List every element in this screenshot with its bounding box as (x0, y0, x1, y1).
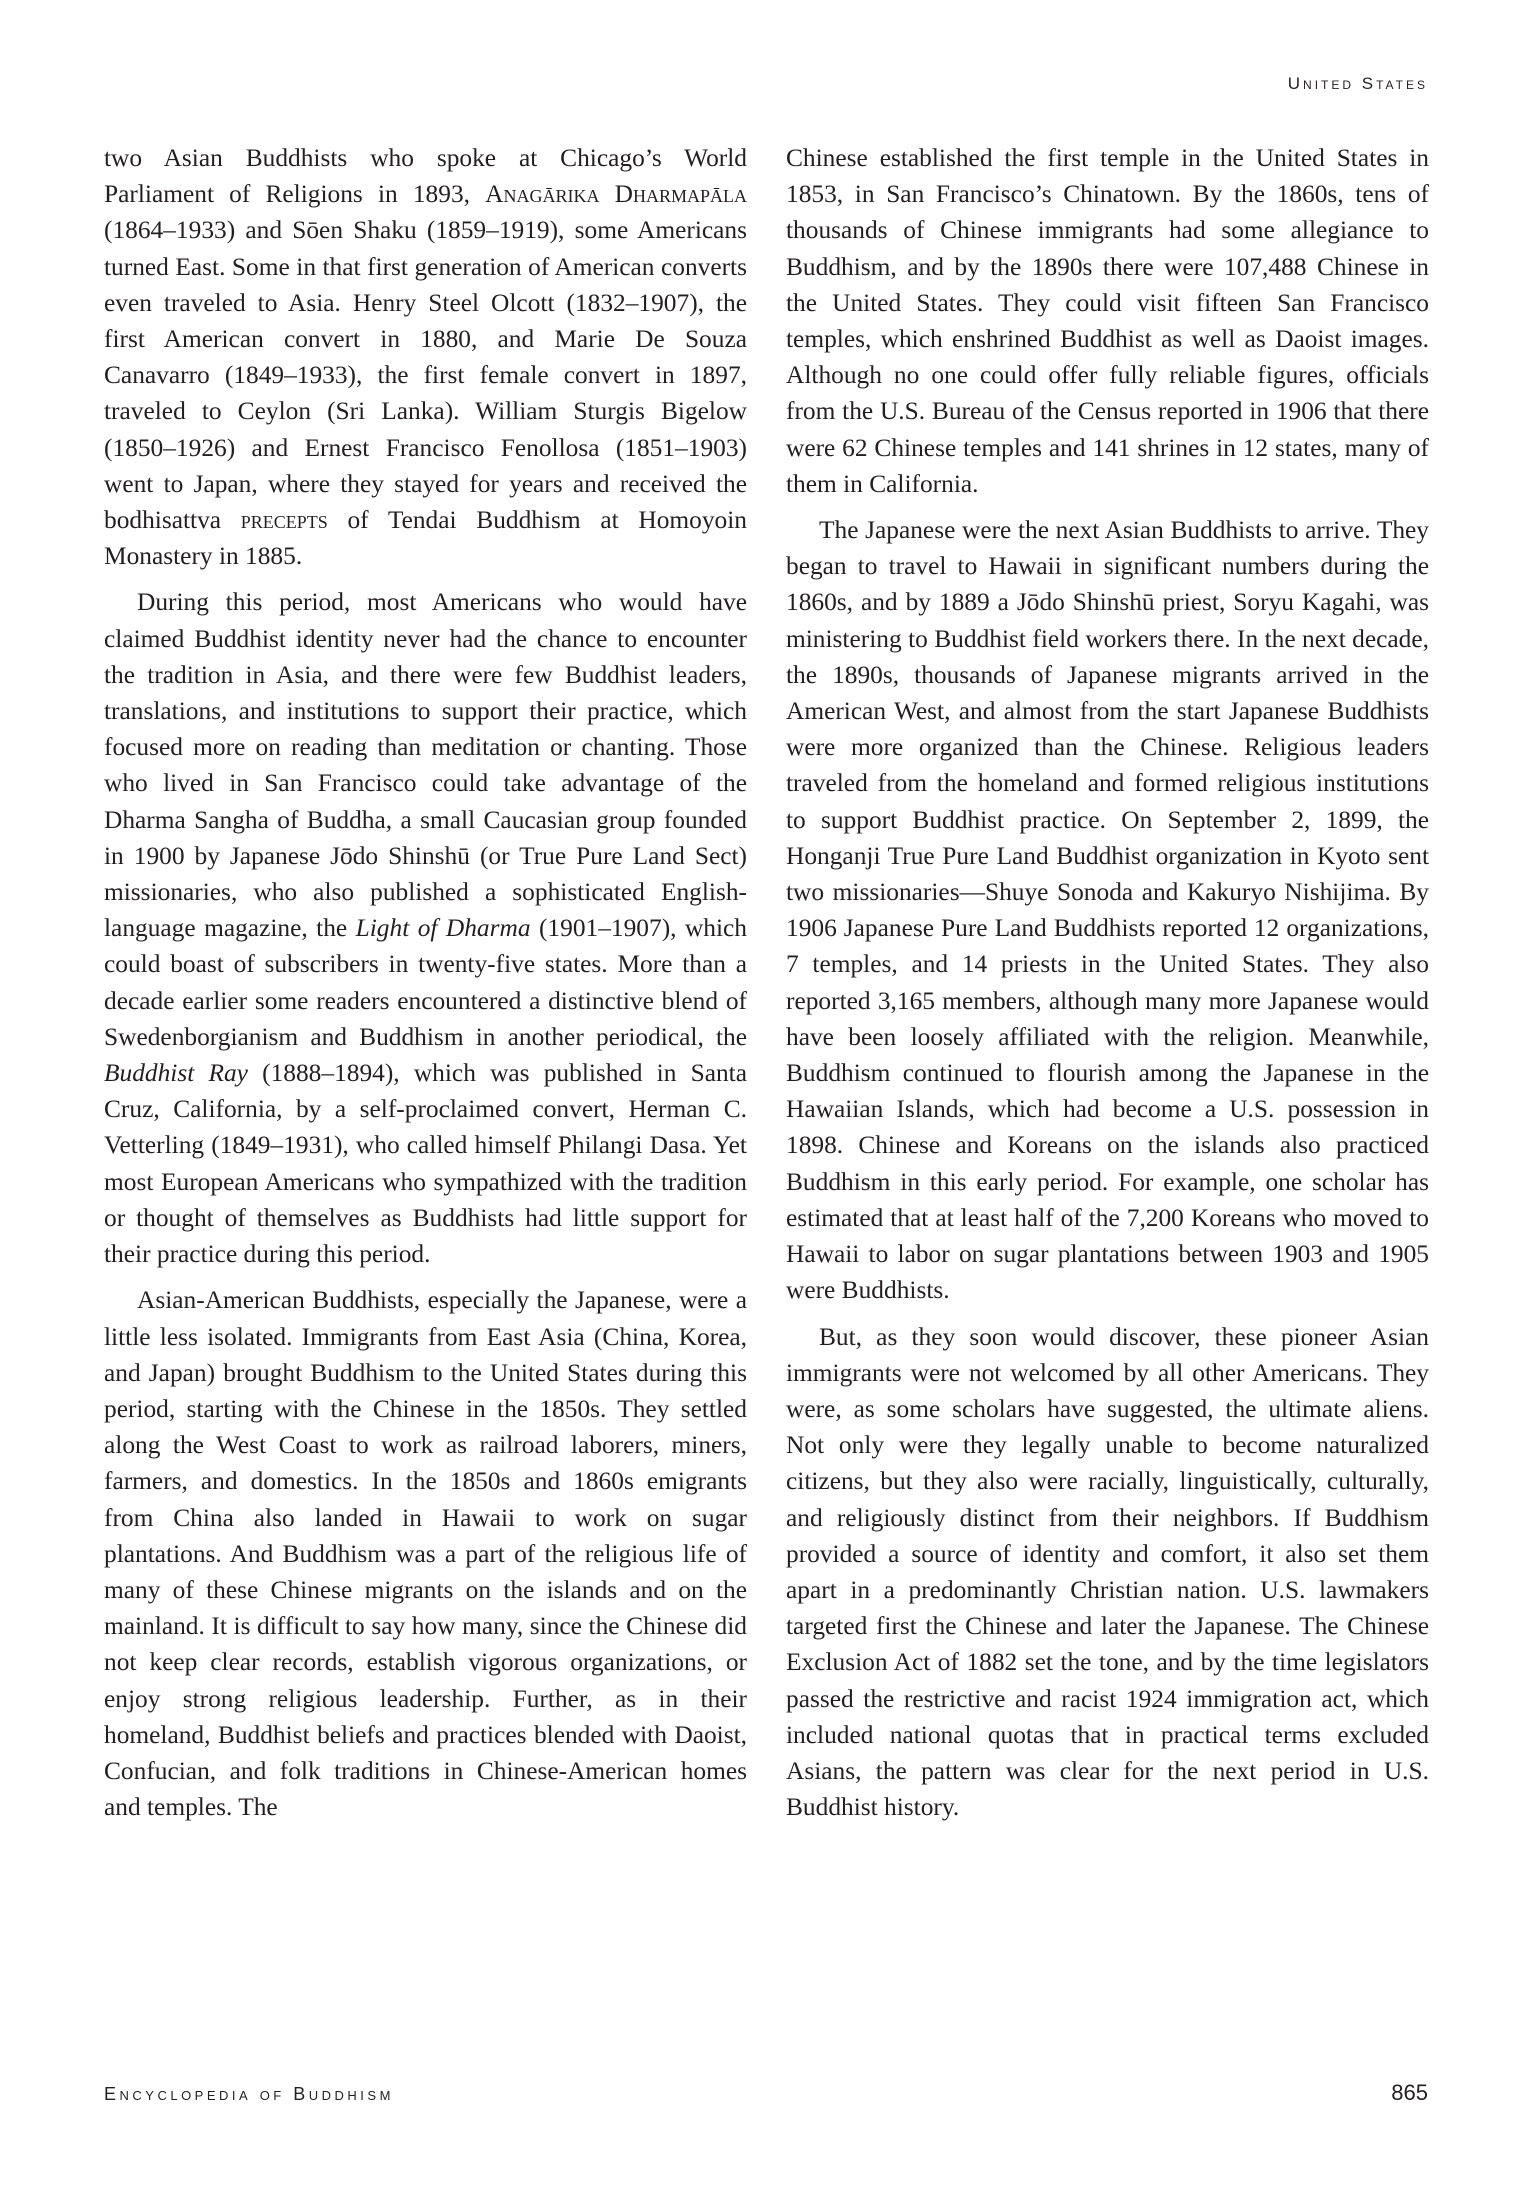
text-run: of Tendai Buddhism at Homoyoin Monastery in 1885. (104, 506, 747, 571)
text-run: During this period, most Americans who would have claimed Buddhist identity never had the chance to encounter the tradition in Asia, and there were few Buddhist leaders, translations, and institutions to support their practice, which focused more on reading than meditation or chanting. Those who lived in San Francisco could take advantage of the Dharma Sangha of Buddha, a small Caucasian group founded in 1900 by Japanese Jōdo Shinshū (or True Pure Land Sect) missionaries, who also published a sophisticated English-language magazine, the (104, 588, 747, 943)
cross-reference-link[interactable]: precepts (240, 506, 328, 535)
left-column (104, 140, 747, 1835)
periodical-title: Buddhist Ray (104, 1059, 248, 1088)
right-column (786, 140, 1429, 1835)
text-run: (1901–1907), which could boast of subscribers in twenty-five states. More than a decade earlier some readers encountered a distinctive blend of Swedenborgianism and Buddhism in another periodical, the (104, 914, 747, 1051)
paragraph (104, 584, 747, 1272)
text-run: two Asian Buddhists who spoke at Chicago’s World Parliament of Religions in 1893, (104, 144, 747, 209)
running-head: United States (1287, 74, 1428, 93)
paragraph (104, 140, 747, 574)
cross-reference-link[interactable]: Anagārika Dharmapāla (485, 180, 747, 209)
paragraph: Chinese established the first temple in the United States in 1853, in San Francisco’s Chinatown. By the 1860s, tens of thousands of Chinese immigrants had some allegiance to Buddhism, and by the 1890s there were 107,488 Chinese in the United States. They could visit fifteen San Francisco temples, which enshrined Buddhist as well as Daoist images. Although no one could offer fully reliable figures, officials from the U.S. Bureau of the Census reported in 1906 that there were 62 Chinese temples and 141 shrines in 12 states, many of them in California. (786, 144, 1429, 498)
paragraph: The Japanese were the next Asian Buddhists to arrive. They began to travel to Hawaii in significant numbers during the 1860s, and by 1889 a Jōdo Shinshū priest, Soryu Kagahi, was ministering to Buddhist field workers there. In the next decade, the 1890s, thousands of Japanese migrants arrived in the American West, and almost from the start Japanese Buddhists were more organized than the Chinese. Religious leaders traveled from the homeland and formed religious institutions to support Buddhist practice. On September 2, 1899, the Honganji True Pure Land Buddhist organization in Kyoto sent two missionaries—Shuye Sonoda and Kakuryo Nishijima. By 1906 Japanese Pure Land Buddhists reported 12 organizations, 7 temples, and 14 priests in the United States. They also reported 3,165 members, although many more Japanese would have been loosely affiliated with the religion. Meanwhile, Buddhism continued to flourish among the Japanese in the Hawaiian Islands, which had become a U.S. possession in 1898. Chinese and Koreans on the islands also practiced Buddhism in this early period. For example, one scholar has estimated that at least half of the 7,200 Koreans who moved to Hawaii to labor on sugar plantations between 1903 and 1905 were Buddhists. (786, 516, 1429, 1305)
page-number: 865 (1391, 2080, 1428, 2105)
paragraph: But, as they soon would discover, these pioneer Asian immigrants were not welcomed by all other Americans. They were, as some scholars have suggested, the ultimate aliens. Not only were they legally unable to become naturalized citizens, but they also were racially, linguistically, culturally, and religiously distinct from their neighbors. If Buddhism provided a source of identity and comfort, it also set them apart in a predominantly Christian nation. U.S. lawmakers targeted first the Chinese and later the Japanese. The Chinese Exclusion Act of 1882 set the tone, and by the time legislators passed the restrictive and racist 1924 immigration act, which included national quotas that in practical terms excluded Asians, the pattern was clear for the next period in U.S. Buddhist history. (786, 1322, 1429, 1822)
paragraph: Asian-American Buddhists, especially the Japanese, were a little less isolated. Immigrants from East Asia (China, Korea, and Japan) brought Buddhism to the United States during this period, starting with the Chinese in the 1850s. They settled along the West Coast to work as railroad laborers, miners, farmers, and domestics. In the 1850s and 1860s emigrants from China also landed in Hawaii to work on sugar plantations. And Buddhism was a part of the religious life of many of these Chinese migrants on the islands and on the mainland. It is difficult to say how many, since the Chinese did not keep clear records, establish vigorous organizations, or enjoy strong religious leadership. Further, as in their homeland, Buddhist beliefs and practices blended with Daoist, Confucian, and folk traditions in Chinese-American homes and temples. The (104, 1286, 747, 1822)
text-run: (1888–1894), which was published in Santa Cruz, California, by a self-proclaimed convert, Herman C. Vetterling (1849–1931), who called himself Philangi Dasa. Yet most European Americans who sympathized with the tradition or thought of themselves as Buddhists had little support for their practice during this period. (104, 1059, 747, 1269)
periodical-title: Light of Dharma (355, 914, 531, 943)
footer-book-title: Encyclopedia of Buddhism (104, 2084, 394, 2104)
text-run: (1864–1933) and Sōen Shaku (1859–1919), some Americans turned East. Some in that first generation of American converts even traveled to Asia. Henry Steel Olcott (1832–1907), the first American convert in 1880, and Marie De Souza Canavarro (1849–1933), the first female convert in 1897, traveled to Ceylon (Sri Lanka). William Sturgis Bigelow (1850–1926) and Ernest Francisco Fenollosa (1851–1903) went to Japan, where they stayed for years and received the bodhisattva (104, 216, 747, 535)
